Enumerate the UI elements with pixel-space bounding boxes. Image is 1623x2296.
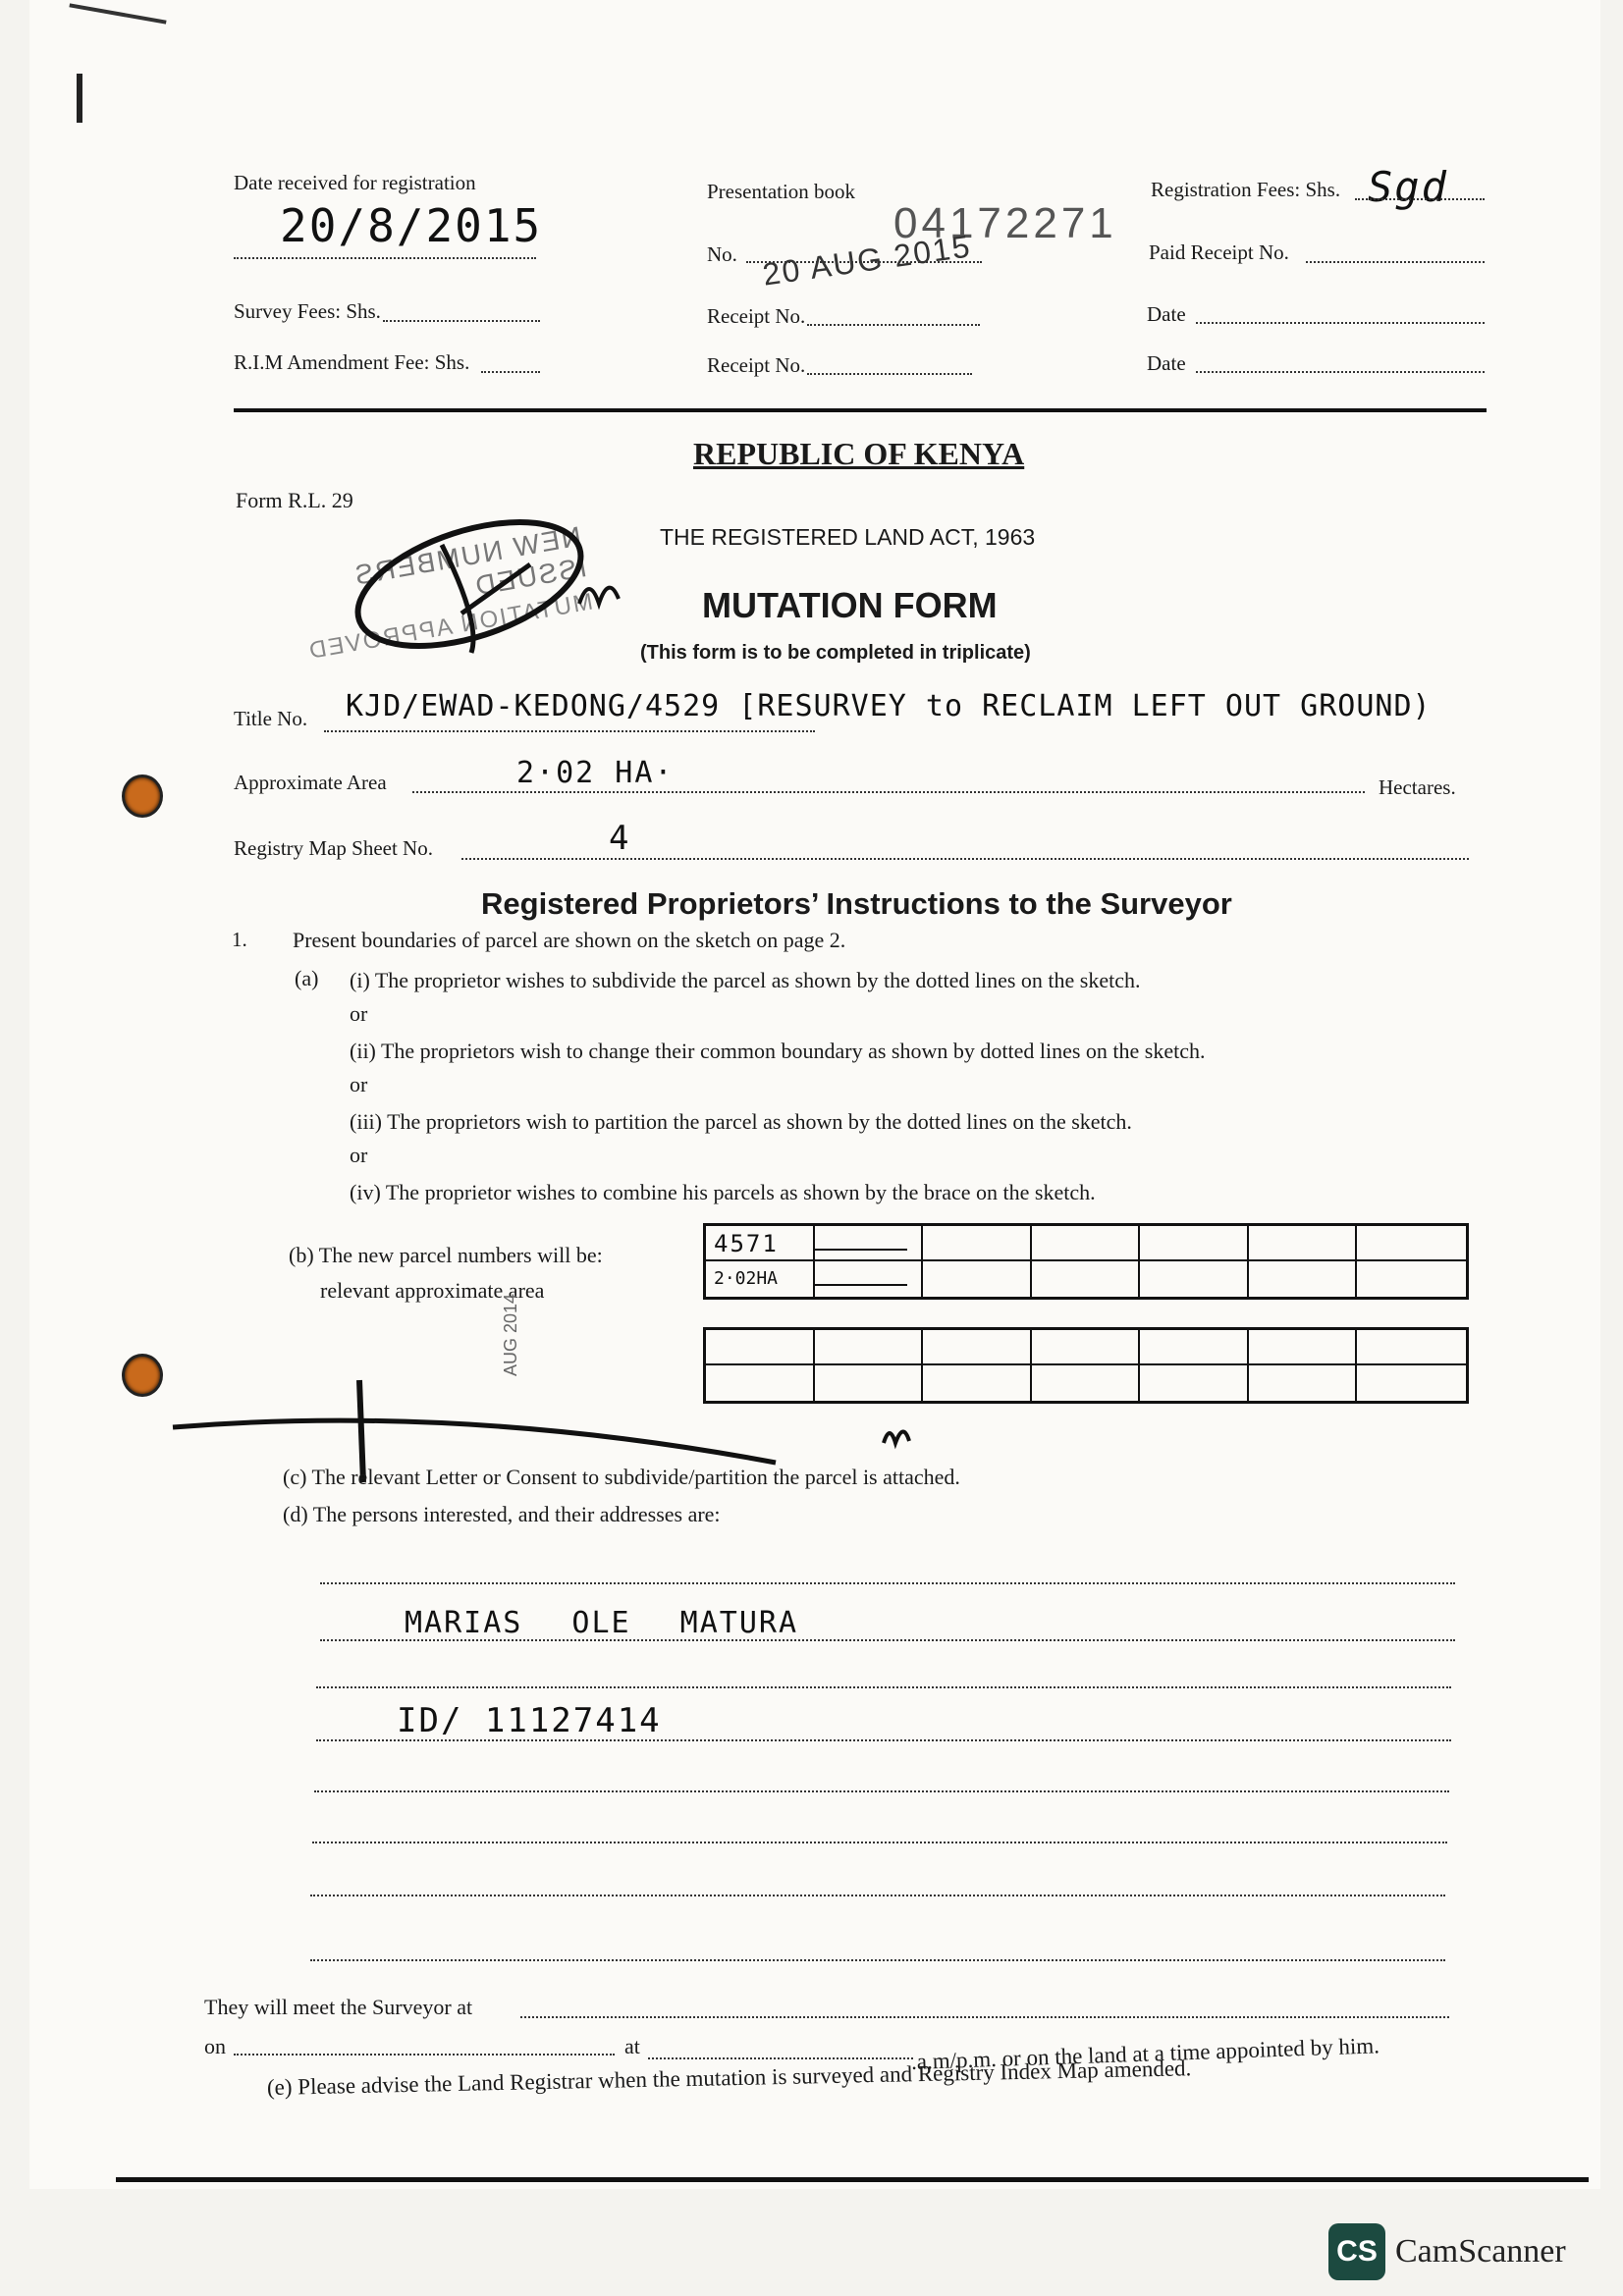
date-label-2: Date xyxy=(1147,351,1186,375)
signature-scribble xyxy=(324,506,638,692)
title-no-value: KJD/EWAD-KEDONG/4529 [RESURVEY to RECLAIM LEFT OUT GROUND) xyxy=(346,689,1432,723)
grid-cell xyxy=(815,1261,924,1297)
grid-dash-2 xyxy=(813,1284,907,1286)
form-page xyxy=(29,0,1600,2189)
grid-cell xyxy=(923,1261,1032,1297)
approximate-area-label: Approximate Area xyxy=(234,771,387,794)
act-title: THE REGISTERED LAND ACT, 1963 xyxy=(660,524,1036,550)
receipt-no-line-2 xyxy=(807,373,972,375)
scan-edge-mark-2 xyxy=(77,74,82,123)
paid-receipt-label: Paid Receipt No. xyxy=(1149,240,1289,264)
date-line-1 xyxy=(1196,322,1485,324)
or-2: or xyxy=(350,1072,368,1096)
meet-line xyxy=(520,2016,1449,2018)
item-number: 1. xyxy=(232,928,247,951)
address-line-6 xyxy=(312,1842,1447,1843)
map-sheet-value: 4 xyxy=(609,819,631,858)
parcel-grid-1 xyxy=(703,1223,1469,1300)
date-received-line xyxy=(234,257,536,259)
survey-fees-line xyxy=(383,320,540,322)
receipt-no-line-1 xyxy=(807,324,980,326)
grid-cell xyxy=(1032,1226,1141,1261)
punch-hole-bottom xyxy=(125,1357,160,1394)
grid-cell xyxy=(1249,1226,1358,1261)
hectares-label: Hectares. xyxy=(1379,775,1456,799)
on-label: on xyxy=(204,2034,226,2058)
grid-cell xyxy=(815,1226,924,1261)
registration-fees-line xyxy=(1355,198,1485,200)
b-line-2: relevant approximate area xyxy=(320,1278,545,1303)
b-line-1: (b) The new parcel numbers will be: xyxy=(289,1243,603,1267)
grid-cell xyxy=(1249,1330,1358,1365)
form-number: Form R.L. 29 xyxy=(236,488,353,512)
address-line-3 xyxy=(316,1686,1451,1688)
parcel-area-cell: 2·02HA xyxy=(706,1261,815,1297)
grid-cell xyxy=(1032,1330,1141,1365)
survey-fees-label: Survey Fees: Shs. xyxy=(234,299,381,323)
no-stamp: 04172271 xyxy=(893,199,1117,247)
ampm-text: .a.m/p.m. or on the land at a time appointed by him. xyxy=(910,2033,1380,2074)
option-a-i: (i) The proprietor wishes to subdivide the parcel as shown by the dotted lines on the sketch. xyxy=(350,968,1141,992)
punch-hole-top xyxy=(125,777,160,815)
receipt-no-label-1: Receipt No. xyxy=(707,304,806,328)
grid-cell xyxy=(1249,1365,1358,1401)
grid-cell xyxy=(1357,1226,1466,1261)
approximate-area-line xyxy=(412,791,1365,793)
grid-cell xyxy=(1249,1261,1358,1297)
option-a-iii: (iii) The proprietors wish to partition the parcel as shown by the dotted lines on the sketch. xyxy=(350,1109,1132,1134)
rim-fee-label: R.I.M Amendment Fee: Shs. xyxy=(234,350,470,374)
at-line xyxy=(648,2057,913,2059)
grid-cell xyxy=(1357,1261,1466,1297)
or-1: or xyxy=(350,1001,368,1026)
map-sheet-line xyxy=(461,858,1469,860)
rim-fee-line xyxy=(481,371,540,373)
address-line-2 xyxy=(320,1639,1455,1641)
c-text: (c) The relevant Letter or Consent to subdivide/partition the parcel is attached. xyxy=(283,1465,960,1489)
aug-stamp: AUG 2014 xyxy=(501,1293,520,1376)
grid-cell xyxy=(1140,1226,1249,1261)
address-line-7 xyxy=(310,1895,1445,1896)
republic-heading: REPUBLIC OF KENYA xyxy=(693,436,1025,471)
stamp-text-1: NEW NUMBERS ISSUED xyxy=(351,520,589,602)
grid-cell xyxy=(815,1330,924,1365)
grid-cell xyxy=(706,1330,815,1365)
triplicate-note: (This form is to be completed in triplicate) xyxy=(640,642,1031,664)
a-label: (a) xyxy=(295,966,319,990)
date-line-2 xyxy=(1196,371,1485,373)
approximate-area-value: 2·02 HA· xyxy=(516,756,675,790)
header-divider xyxy=(234,408,1487,412)
address-line-1 xyxy=(320,1582,1455,1584)
grid-cell xyxy=(1032,1365,1141,1401)
d-text: (d) The persons interested, and their addresses are: xyxy=(283,1502,721,1526)
grid-cell xyxy=(1357,1365,1466,1401)
camscanner-icon: CS xyxy=(1328,2223,1385,2280)
stamp-text-2: MUTATION APPROVED xyxy=(305,588,595,666)
presentation-book-label: Presentation book xyxy=(707,180,856,203)
e-text: (e) Please advise the Land Registrar when the mutation is surveyed and Registry Index Map amended. xyxy=(266,2056,1192,2100)
receipt-no-label-2: Receipt No. xyxy=(707,353,806,377)
camscanner-logo xyxy=(1328,2223,1566,2280)
person-name: MARIAS OLE MATURA xyxy=(405,1606,799,1640)
title-no-label: Title No. xyxy=(234,707,308,730)
camscanner-name: CamScanner xyxy=(1395,2233,1566,2269)
grid-cell xyxy=(1357,1330,1466,1365)
on-line xyxy=(234,2054,615,2056)
person-id: ID/ 11127414 xyxy=(397,1701,662,1740)
option-a-iv: (iv) The proprietor wishes to combine his parcels as shown by the brace on the sketch. xyxy=(350,1180,1096,1204)
bottom-divider xyxy=(116,2177,1589,2182)
registration-fees-label: Registration Fees: Shs. xyxy=(1151,178,1341,201)
grid-cell xyxy=(1140,1365,1249,1401)
grid-dash-1 xyxy=(813,1249,907,1251)
registration-fees-value: Sgd xyxy=(1368,163,1448,211)
title-no-line xyxy=(324,730,815,732)
date-label-1: Date xyxy=(1147,302,1186,326)
meet-label: They will meet the Surveyor at xyxy=(204,1995,473,2019)
instructions-heading: Registered Proprietors’ Instructions to the Surveyor xyxy=(481,886,1232,921)
or-3: or xyxy=(350,1143,368,1167)
grid-cell xyxy=(923,1330,1032,1365)
item-text: Present boundaries of parcel are shown on the sketch on page 2. xyxy=(293,928,846,952)
date-stamp: 20 AUG 2015 xyxy=(760,228,974,293)
no-label: No. xyxy=(707,242,737,266)
date-received-label: Date received for registration xyxy=(234,171,476,194)
parcel-number-cell: 4571 xyxy=(706,1226,815,1261)
paid-receipt-line xyxy=(1306,261,1485,263)
grid-cell xyxy=(1140,1261,1249,1297)
address-line-8 xyxy=(310,1959,1445,1961)
at-label: at xyxy=(624,2034,640,2058)
grid-cell xyxy=(1032,1261,1141,1297)
address-line-5 xyxy=(314,1790,1449,1792)
grid-cell xyxy=(923,1226,1032,1261)
option-a-ii: (ii) The proprietors wish to change their common boundary as shown by dotted lines on the sketch. xyxy=(350,1039,1206,1063)
date-received-value: 20/8/2015 xyxy=(280,199,543,252)
form-title: MUTATION FORM xyxy=(702,585,998,625)
map-sheet-label: Registry Map Sheet No. xyxy=(234,836,433,860)
address-line-4 xyxy=(316,1739,1451,1741)
grid-cell xyxy=(1140,1330,1249,1365)
